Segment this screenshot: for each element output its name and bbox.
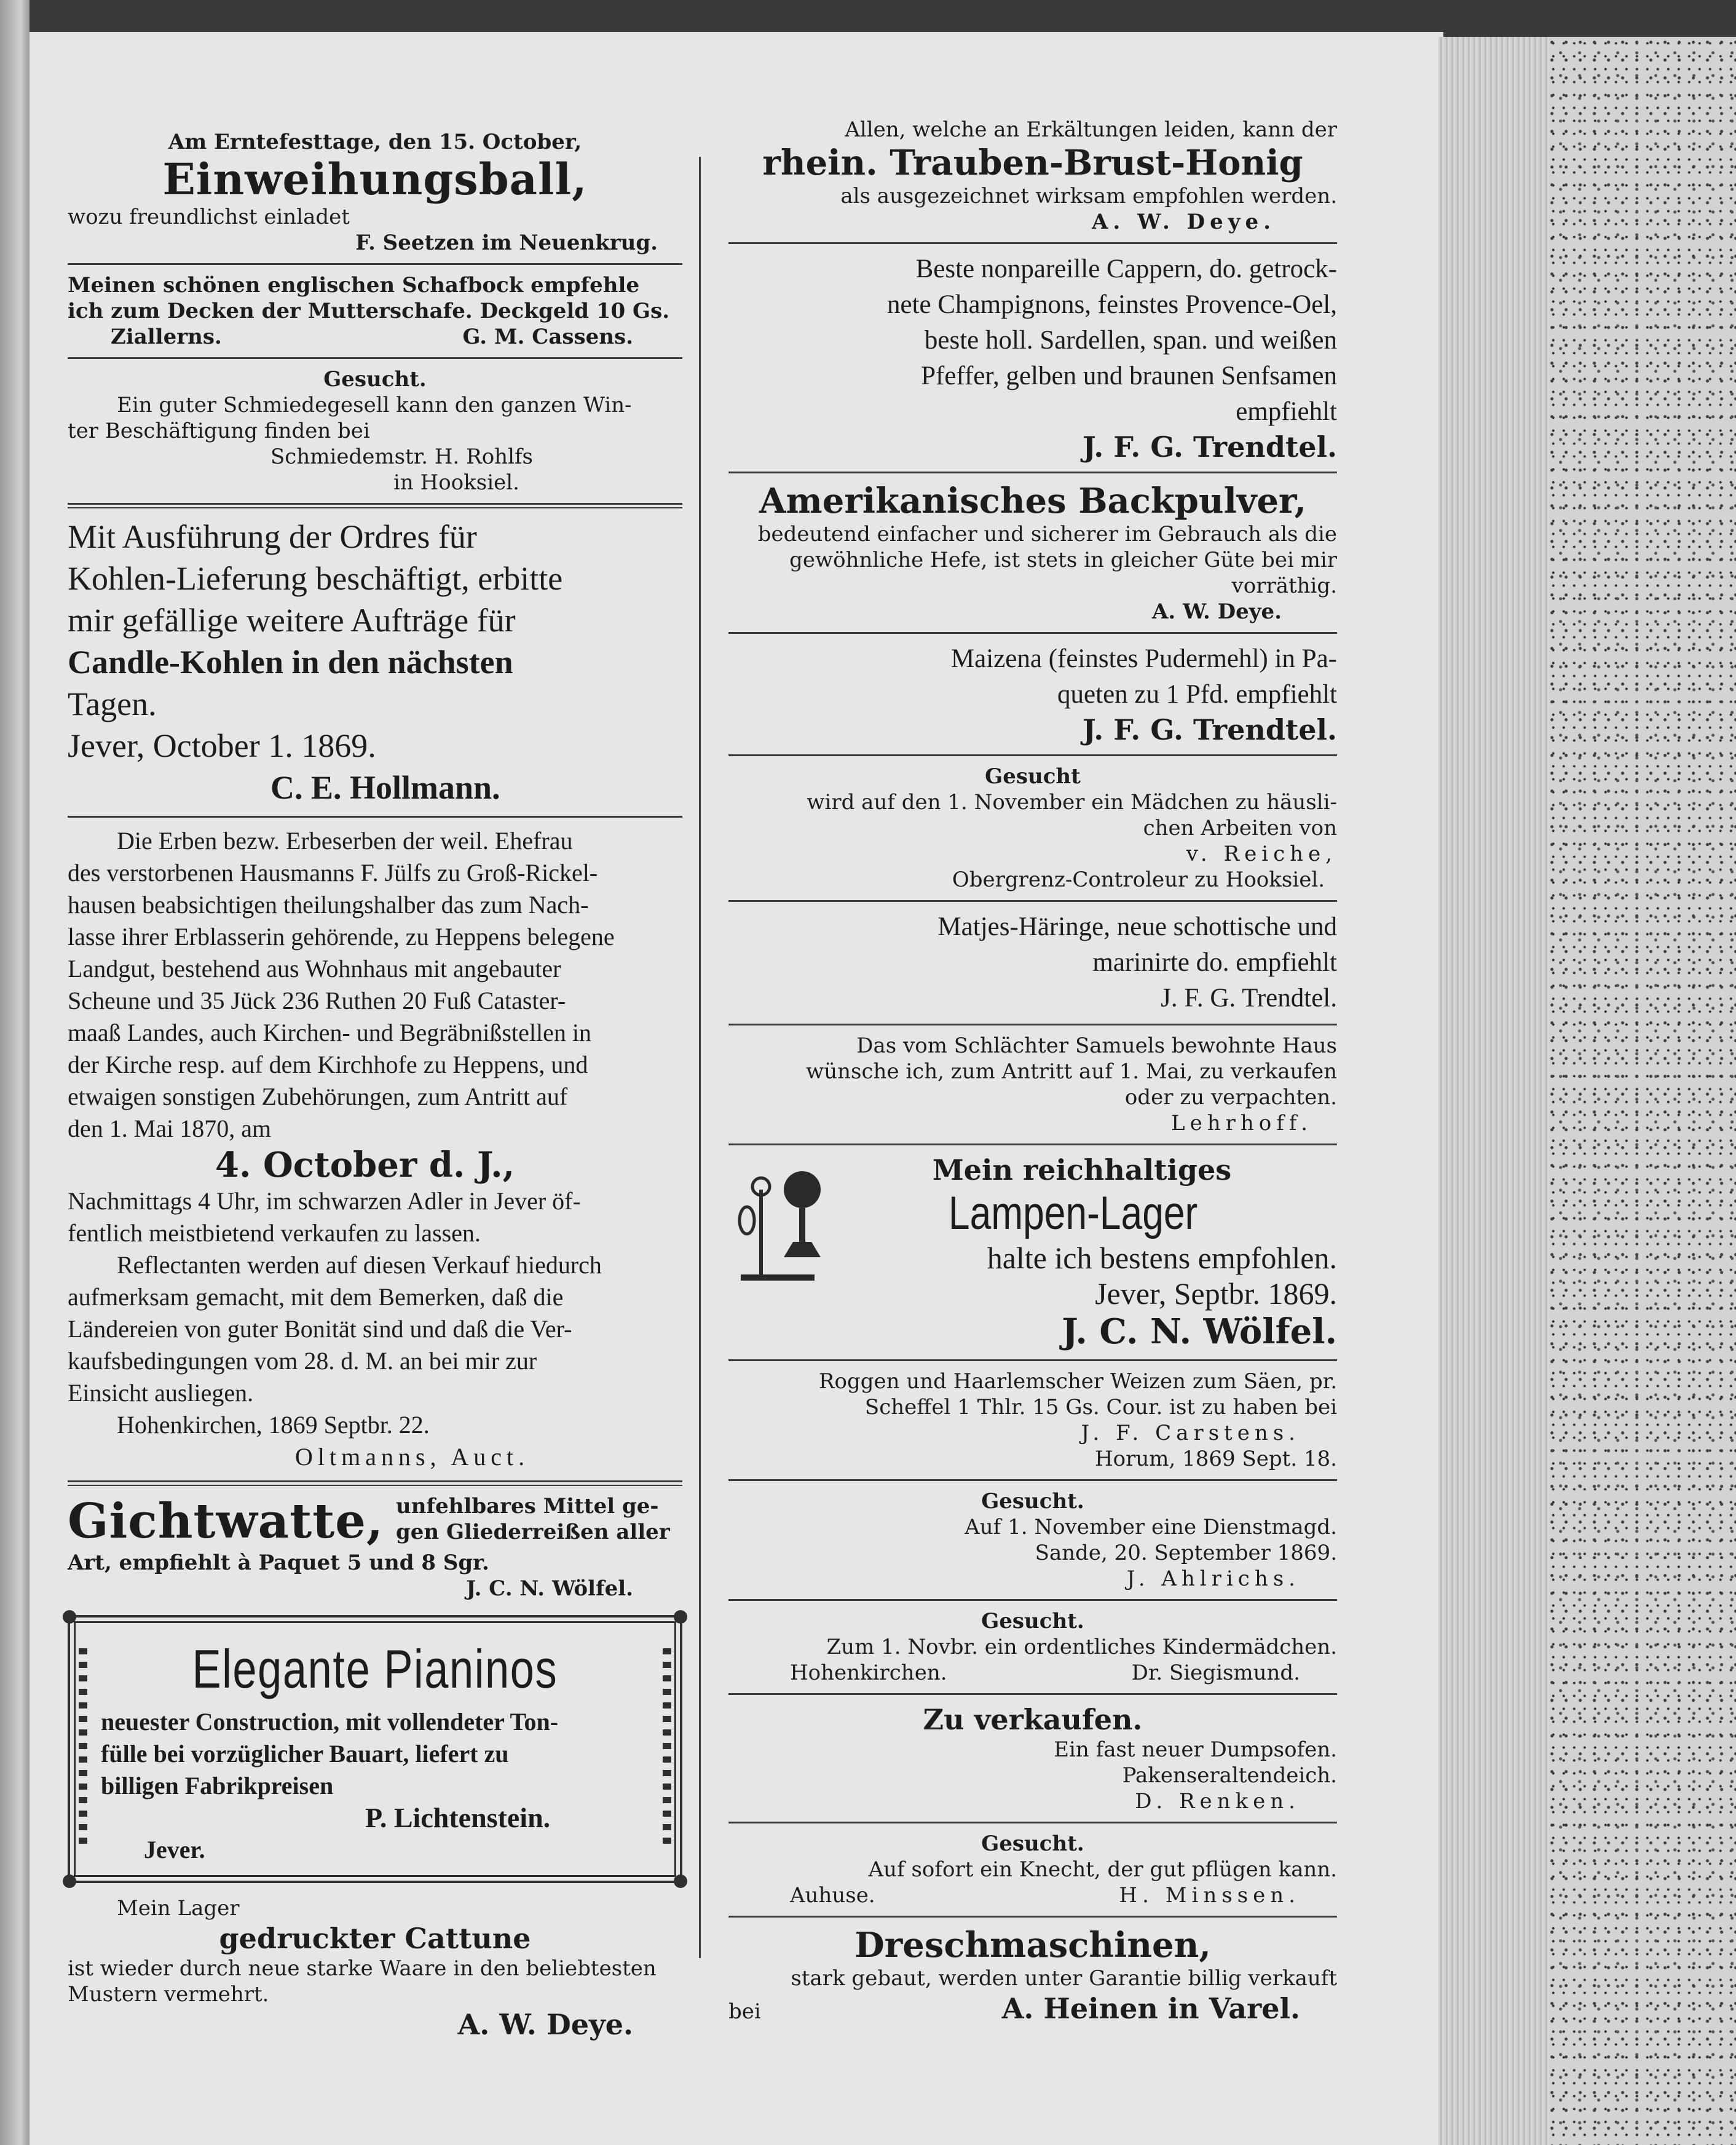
ad-line: Das vom Schlächter Samuels bewohnte Haus: [856, 1033, 1337, 1058]
ad-trauben-brust-honig: [728, 117, 1337, 235]
page-stack-speckle: [1549, 37, 1736, 2145]
ad-line: Roggen und Haarlemscher Weizen zum Säen, pr.: [818, 1369, 1337, 1394]
ad-line: Allen, welche an Erkältungen leiden, kann der: [845, 117, 1337, 142]
ad-gichtwatte: [68, 1493, 682, 1602]
ad-matjes: [728, 909, 1337, 1016]
left-column: [68, 129, 682, 2042]
separator: [728, 1359, 1337, 1361]
ad-signature: J. F. G. Trendtel.: [1083, 713, 1337, 746]
ad-line: gewöhnliche Hefe, ist stets in gleicher Güte bei mir: [789, 548, 1337, 572]
separator: [728, 900, 1337, 902]
ad-gesucht-kindermaedchen: [728, 1608, 1337, 1686]
separator: [68, 263, 682, 265]
separator: [728, 632, 1337, 634]
ad-line: Ein fast neuer Dumpsofen.: [1054, 1737, 1337, 1762]
ad-signature: A. Heinen in Varel.: [1001, 1992, 1300, 2025]
ornament-icon: [674, 1610, 687, 1624]
separator: [68, 503, 682, 508]
ad-line: Scheffel 1 Thlr. 15 Gs. Cour. ist zu haben bei: [864, 1395, 1337, 1420]
ad-line: Reflectanten werden auf diesen Verkauf hiedurch: [117, 1251, 602, 1279]
ad-line: Auf sofort ein Knecht, der gut pflügen kann.: [868, 1857, 1337, 1882]
ad-cattune: [68, 1895, 682, 2042]
ad-headline: Gichtwatte,: [68, 1493, 384, 1549]
separator: [728, 1599, 1337, 1601]
ad-signature: J. F. G. Trendtel.: [1083, 430, 1337, 464]
ad-line: halte ich bestens empfohlen.: [987, 1241, 1337, 1275]
binding-edge: [0, 0, 30, 2145]
ornament-border: [663, 1648, 671, 1850]
ad-line: marinirte do. empfiehlt: [1092, 948, 1337, 977]
ad-signature-row: [728, 1882, 1337, 1908]
ad-gesucht-knecht: [728, 1831, 1337, 1908]
ornament-icon: [63, 1610, 76, 1624]
ad-signature: G. M. Cassens.: [462, 325, 633, 349]
ad-title: Zu verkaufen.: [923, 1703, 1143, 1736]
ad-line: fentlich meistbietend verkaufen zu lassen.: [68, 1219, 481, 1247]
ad-signature: A. W. Deye.: [1092, 210, 1276, 234]
separator: [728, 1144, 1337, 1145]
ad-einweihungsball: [68, 129, 682, 256]
ad-line: Tagen.: [68, 685, 157, 722]
ad-line: Kohlen-Lieferung beschäftigt, erbitte: [68, 560, 563, 597]
ad-signature: Schmiedemstr. H. Rohlfs: [270, 444, 533, 469]
ad-gesucht-schmied: [68, 366, 682, 496]
ad-signature: Lehrhoff.: [1171, 1111, 1312, 1136]
ad-line: hausen beabsichtigen theilungshalber das zum Nach-: [68, 891, 589, 918]
separator: [68, 816, 682, 818]
ad-signature-row: [728, 1660, 1337, 1686]
ad-line: mir gefällige weitere Aufträge für: [68, 602, 516, 639]
ad-line: Beste nonpareille Cappern, do. getrock-: [915, 255, 1337, 283]
separator: [728, 1024, 1337, 1025]
ad-signature: J. F. G. Trendtel.: [1161, 984, 1337, 1013]
ad-line: Mein Lager: [117, 1896, 240, 1921]
ad-signature: A. W. Deye.: [457, 2008, 633, 2041]
ad-line: Am Erntefesttage, den 15. October,: [168, 130, 582, 154]
separator: [68, 1480, 682, 1486]
ad-line: Zum 1. Novbr. ein ordentliches Kindermädchen.: [826, 1635, 1337, 1659]
ad-kohlen: [68, 516, 682, 808]
ad-gesucht-maedchen: [728, 764, 1337, 893]
ad-date: Jever, Septbr. 1869.: [1095, 1276, 1337, 1311]
ad-line: chen Arbeiten von: [1143, 816, 1337, 840]
ad-line: neuester Construction, mit vollendeter Ton-: [101, 1708, 559, 1736]
ad-line: Candle-Kohlen in den nächsten: [68, 644, 513, 681]
ad-line: Die Erben bezw. Erbeserben der weil. Ehefrau: [117, 827, 573, 855]
separator: [728, 1479, 1337, 1481]
ad-place: Pakenseraltendeich.: [1122, 1763, 1337, 1788]
ad-title: Gesucht.: [981, 1609, 1084, 1633]
ad-line: kaufsbedingungen vom 28. d. M. an bei mir zur: [68, 1347, 537, 1375]
ad-signature-row: [68, 324, 682, 350]
ad-line: wünsche ich, zum Antritt auf 1. Mai, zu verkaufen: [806, 1059, 1337, 1084]
ad-date: Sande, 20. September 1869.: [1035, 1541, 1337, 1565]
ad-line: Maizena (feinstes Pudermehl) in Pa-: [950, 644, 1337, 673]
ad-line: des verstorbenen Hausmanns F. Jülfs zu Groß-Rickel-: [68, 859, 598, 887]
ad-line: queten zu 1 Pfd. empfiehlt: [1057, 680, 1337, 709]
ad-title: Gesucht.: [981, 1489, 1084, 1514]
separator: [728, 754, 1337, 756]
ad-place: Auhuse.: [790, 1883, 875, 1908]
ad-pianinos-box: [68, 1615, 682, 1883]
ad-signature: P. Lichtenstein.: [365, 1802, 551, 1833]
ad-line: billigen Fabrikpreisen: [101, 1772, 334, 1799]
ad-line: Ein guter Schmiedegesell kann den ganzen Win-: [117, 393, 632, 417]
ad-line: Ländereien von guter Bonität sind und daß die Ver-: [68, 1315, 572, 1343]
ad-line: den 1. Mai 1870, am: [68, 1115, 272, 1142]
ad-line: ich zum Decken der Mutterschafe. Deckgeld 10 Gs.: [68, 299, 670, 323]
ad-cappern: [728, 251, 1337, 464]
ad-line: gen Gliederreißen aller: [396, 1520, 670, 1544]
ad-signature: J. C. N. Wölfel.: [466, 1576, 633, 1601]
ad-title: Gesucht: [985, 764, 1081, 789]
ad-line: beste holl. Sardellen, span. und weißen: [924, 326, 1337, 355]
ad-signature-title: Obergrenz-Controleur zu Hooksiel.: [952, 867, 1325, 892]
ad-date: Hohenkirchen, 1869 Septbr. 22.: [117, 1411, 430, 1439]
ad-line: Mein reichhaltiges: [932, 1153, 1232, 1187]
ad-place: in Hooksiel.: [393, 470, 519, 495]
ad-line: Pfeffer, gelben und braunen Senfsamen: [921, 361, 1337, 390]
ad-signature-row: [728, 1991, 1337, 2026]
ad-line: Einsicht ausliegen.: [68, 1379, 254, 1407]
ornament-icon: [674, 1874, 687, 1888]
ad-line: Meinen schönen englischen Schafbock empfehle: [68, 273, 640, 298]
ad-signature: F. Seetzen im Neuenkrug.: [355, 231, 658, 255]
ad-line: Auf 1. November eine Dienstmagd.: [965, 1515, 1337, 1539]
ad-line: empfiehlt: [1236, 397, 1337, 426]
ad-signature: D. Renken.: [1135, 1789, 1300, 1814]
ad-gesucht-dienstmagd: [728, 1488, 1337, 1592]
ad-line: maaß Landes, auch Kirchen- und Begräbnißstellen in: [68, 1019, 591, 1046]
ad-signature: C. E. Hollmann.: [270, 769, 500, 806]
ad-line: wird auf den 1. November ein Mädchen zu häusli-: [807, 790, 1337, 815]
ad-date: Horum, 1869 Sept. 18.: [1095, 1447, 1337, 1471]
right-column: [728, 117, 1337, 2026]
ad-place: Jever.: [144, 1836, 205, 1863]
ad-place: Ziallerns.: [111, 325, 222, 349]
ad-haus-verkauf: [728, 1033, 1337, 1136]
ad-schafbock: [68, 272, 682, 350]
ad-line: bedeutend einfacher und sicherer im Gebrauch als die: [757, 522, 1337, 547]
ad-title: Gesucht.: [323, 367, 427, 392]
column-divider: [699, 157, 701, 1958]
ad-line: Landgut, bestehend aus Wohnhaus mit angebauter: [68, 955, 561, 982]
ad-signature: A. W. Deye.: [1152, 599, 1282, 624]
ad-backpulver: [728, 481, 1337, 625]
ad-side-text: [396, 1493, 670, 1545]
ad-line: Scheune und 35 Jück 236 Ruthen 20 Fuß Cataster-: [68, 987, 566, 1014]
separator: [728, 1693, 1337, 1695]
ad-signature: J. Ahlrichs.: [1126, 1566, 1300, 1591]
ornament-icon: [63, 1874, 76, 1888]
ad-line: ter Beschäftigung finden bei: [68, 419, 370, 443]
ad-zu-verkaufen: [728, 1702, 1337, 1814]
ad-line: fülle bei vorzüglicher Bauart, liefert zu: [101, 1740, 509, 1768]
separator: [728, 472, 1337, 473]
ad-signature: Dr. Siegismund.: [1131, 1661, 1300, 1685]
ad-line: oder zu verpachten.: [1124, 1085, 1337, 1110]
ad-head-row: [68, 1493, 682, 1550]
ad-title: Gesucht.: [981, 1831, 1084, 1856]
ad-highlight-date: 4. October d. J.,: [215, 1145, 515, 1185]
ad-line: Mit Ausführung der Ordres für: [68, 518, 477, 555]
ad-place: Hohenkirchen.: [790, 1661, 947, 1685]
ad-line: wozu freundlichst einladet: [68, 205, 350, 229]
ad-headline: Lampen-Lager: [948, 1187, 1198, 1239]
ad-maizena: [728, 641, 1337, 747]
ad-headline: Elegante Pianinos: [192, 1638, 558, 1699]
ad-signature: H. Minssen.: [1119, 1883, 1300, 1908]
ad-headline: Einweihungsball,: [162, 154, 588, 205]
separator: [68, 357, 682, 359]
ad-landgut-verkauf: [68, 825, 682, 1473]
ornament-border: [79, 1648, 87, 1850]
ad-signature: J. F. Carstens.: [1081, 1421, 1300, 1445]
ad-line: stark gebaut, werden unter Garantie billig verkauft: [791, 1966, 1337, 1991]
ad-headline: gedruckter Cattune: [219, 1922, 531, 1955]
ad-line: Matjes-Häringe, neue schottische und: [937, 912, 1337, 941]
ad-line: unfehlbares Mittel ge-: [396, 1494, 659, 1519]
ad-headline: Amerikanisches Backpulver,: [759, 481, 1306, 521]
ad-line: etwaigen sonstigen Zubehörungen, zum Antritt auf: [68, 1083, 568, 1110]
ad-lampen-lager: [728, 1153, 1337, 1352]
separator: [728, 242, 1337, 244]
ad-line: der Kirche resp. auf dem Kirchhofe zu Heppens, und: [68, 1051, 588, 1078]
ad-date: Jever, October 1. 1869.: [68, 727, 376, 764]
ad-dreschmaschinen: [728, 1925, 1337, 2026]
separator: [728, 1916, 1337, 1918]
ad-headline: rhein. Trauben-Brust-Honig: [762, 143, 1303, 183]
ad-line: Nachmittags 4 Uhr, im schwarzen Adler in Jever öf-: [68, 1187, 581, 1215]
ad-roggen-weizen: [728, 1369, 1337, 1472]
separator: [728, 1822, 1337, 1823]
ad-line: als ausgezeichnet wirksam empfohlen werden.: [840, 184, 1337, 208]
ad-signature: J. C. N. Wölfel.: [1062, 1311, 1337, 1352]
ad-headline: Dreschmaschinen,: [854, 1925, 1211, 1965]
ad-signature: Oltmanns, Auct.: [295, 1443, 530, 1471]
ad-signature: v. Reiche,: [1186, 842, 1337, 866]
ad-line: nete Champignons, feinstes Provence-Oel,: [886, 290, 1337, 319]
ad-line: Mustern vermehrt.: [68, 1982, 269, 2007]
ad-line: aufmerksam gemacht, mit dem Bemerken, daß die: [68, 1283, 564, 1311]
ad-line: vorräthig.: [1231, 574, 1337, 598]
ad-line: bei: [728, 1999, 761, 2024]
ad-line: Art, empfiehlt à Paquet 5 und 8 Sgr.: [68, 1550, 489, 1575]
ad-line: ist wieder durch neue starke Waare in den beliebtesten: [68, 1956, 657, 1981]
ad-line: lasse ihrer Erblasserin gehörende, zu Heppens belegene: [68, 923, 615, 950]
